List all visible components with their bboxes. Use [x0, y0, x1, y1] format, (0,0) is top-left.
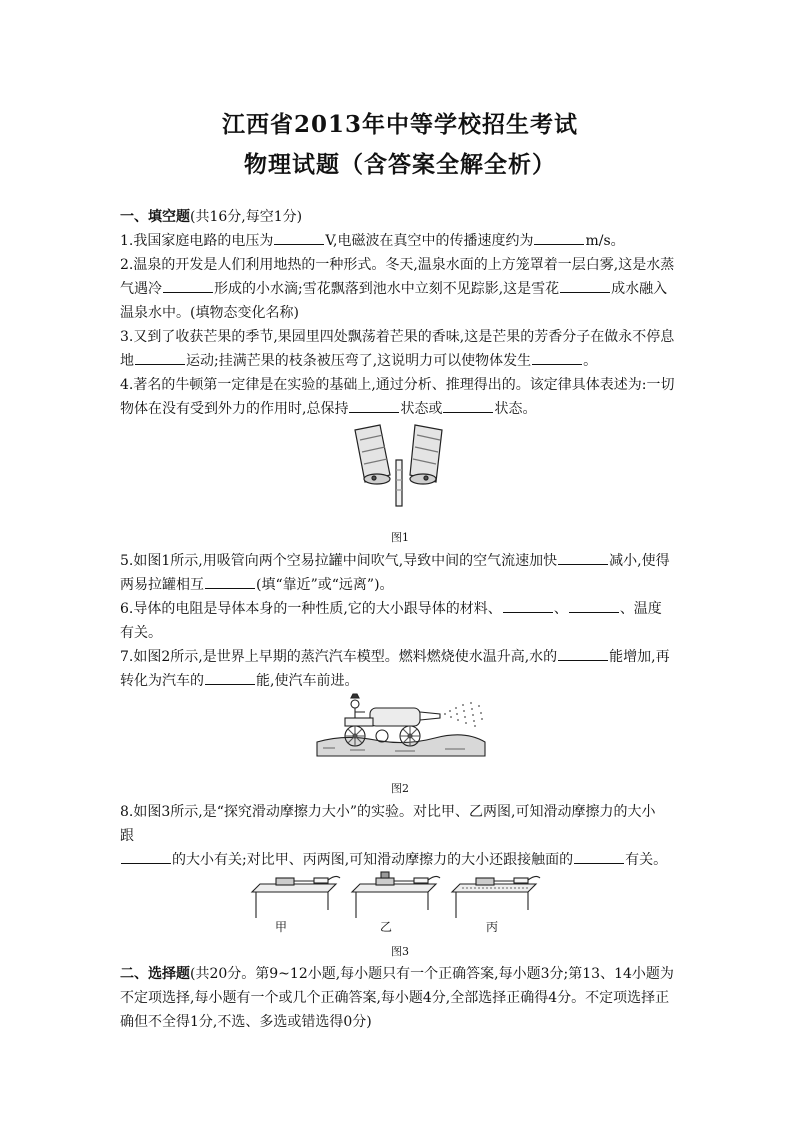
section2-block: 二、选择题(共20分。第9~12小题,每小题只有一个正确答案,每小题3分;第13、14小题为 不定项选择,每小题有一个或几个正确答案,每小题4分,全部选择正确得4分。不定项选择正 确但不全得1分,不选、多选或错选得0分) [120, 966, 674, 1030]
answer-blank [443, 398, 493, 413]
answer-blank [349, 398, 399, 413]
question-1: 1.我国家庭电路的电压为 V,电磁波在真空中的传播速度约为 m/s。 [120, 229, 682, 253]
answer-blank [135, 350, 185, 365]
question-2: 2.温泉的开发是人们利用地热的一种形式。冬天,温泉水面的上方笼罩着一层白雾,这是水蒸 气遇冷 形成的小水滴;雪花飘落到池水中立刻不见踪影,这是雪花 成水融入 温泉水中。(填物态变化名称) [120, 257, 675, 321]
section1-note: (共16分,每空1分) [190, 209, 303, 225]
figure-1-cans [350, 420, 450, 510]
figure-2-steam-car [315, 690, 490, 760]
question-8: 8.如图3所示,是“探究滑动摩擦力大小”的实验。对比甲、乙两图,可知滑动摩擦力的大小 跟 的大小有关;对比甲、丙两图,可知滑动摩擦力的大小还跟接触面的 有关。 [120, 804, 668, 868]
answer-blank [163, 278, 213, 293]
section1-header [120, 205, 682, 229]
answer-blank [574, 849, 624, 864]
figure-3-caption: 图3 [391, 945, 409, 958]
question-5: 5.如图1所示,用吸管向两个空易拉罐中间吹气,导致中间的空气流速加快 减小,使得 两易拉罐相互 (填“靠近”或“远离”)。 [120, 549, 682, 597]
friction-setup-jia [252, 876, 340, 918]
exam-title: 江西省2013年中等学校招生考试 [221, 111, 578, 138]
question-3: 3.又到了收获芒果的季节,果园里四处飘荡着芒果的香味,这是芒果的芳香分子在做永不停息 地 运动;挂满芒果的枝条被压弯了,这说明力可以使物体发生 。 [120, 329, 675, 369]
answer-blank [121, 849, 171, 864]
friction-setup-bing [452, 876, 540, 918]
answer-blank [558, 550, 608, 565]
answer-blank [560, 278, 610, 293]
figure-1-caption: 图1 [391, 531, 409, 544]
answer-blank [534, 230, 584, 245]
answer-blank [569, 598, 619, 613]
figure-3-label-bing: 丙 [486, 920, 499, 934]
question-6: 6.导体的电阻是导体本身的一种性质,它的大小跟导体的材料、 、 、温度 有关。 [120, 597, 682, 645]
question-7: 7.如图2所示,是世界上早期的蒸汽汽车模型。燃料燃烧使水温升高,水的 能增加,再 转化为汽车的 能,使汽车前进。 [120, 645, 682, 693]
answer-blank [503, 598, 553, 613]
friction-setup-yi [352, 872, 440, 918]
figure-3-friction [248, 870, 548, 932]
answer-blank [205, 574, 255, 589]
answer-blank [532, 350, 582, 365]
figure-3-label-jia: 甲 [275, 920, 288, 934]
section2-title: 二、选择题 [120, 966, 190, 982]
answer-blank [274, 230, 324, 245]
section1-block [120, 205, 682, 421]
figure-2-caption: 图2 [391, 782, 409, 795]
section1-title: 一、填空题 [120, 209, 190, 225]
figure-3-label-yi: 乙 [380, 920, 393, 934]
answer-blank [558, 646, 608, 661]
questions-5-7 [120, 549, 682, 693]
answer-blank [205, 670, 255, 685]
question-4: 4.著名的牛顿第一定律是在实验的基础上,通过分析、推理得出的。该定律具体表述为:一切 物体在没有受到外力的作用时,总保持 状态或 状态。 [120, 377, 675, 417]
exam-subtitle: 物理试题（含答案全解全析） [244, 151, 556, 178]
